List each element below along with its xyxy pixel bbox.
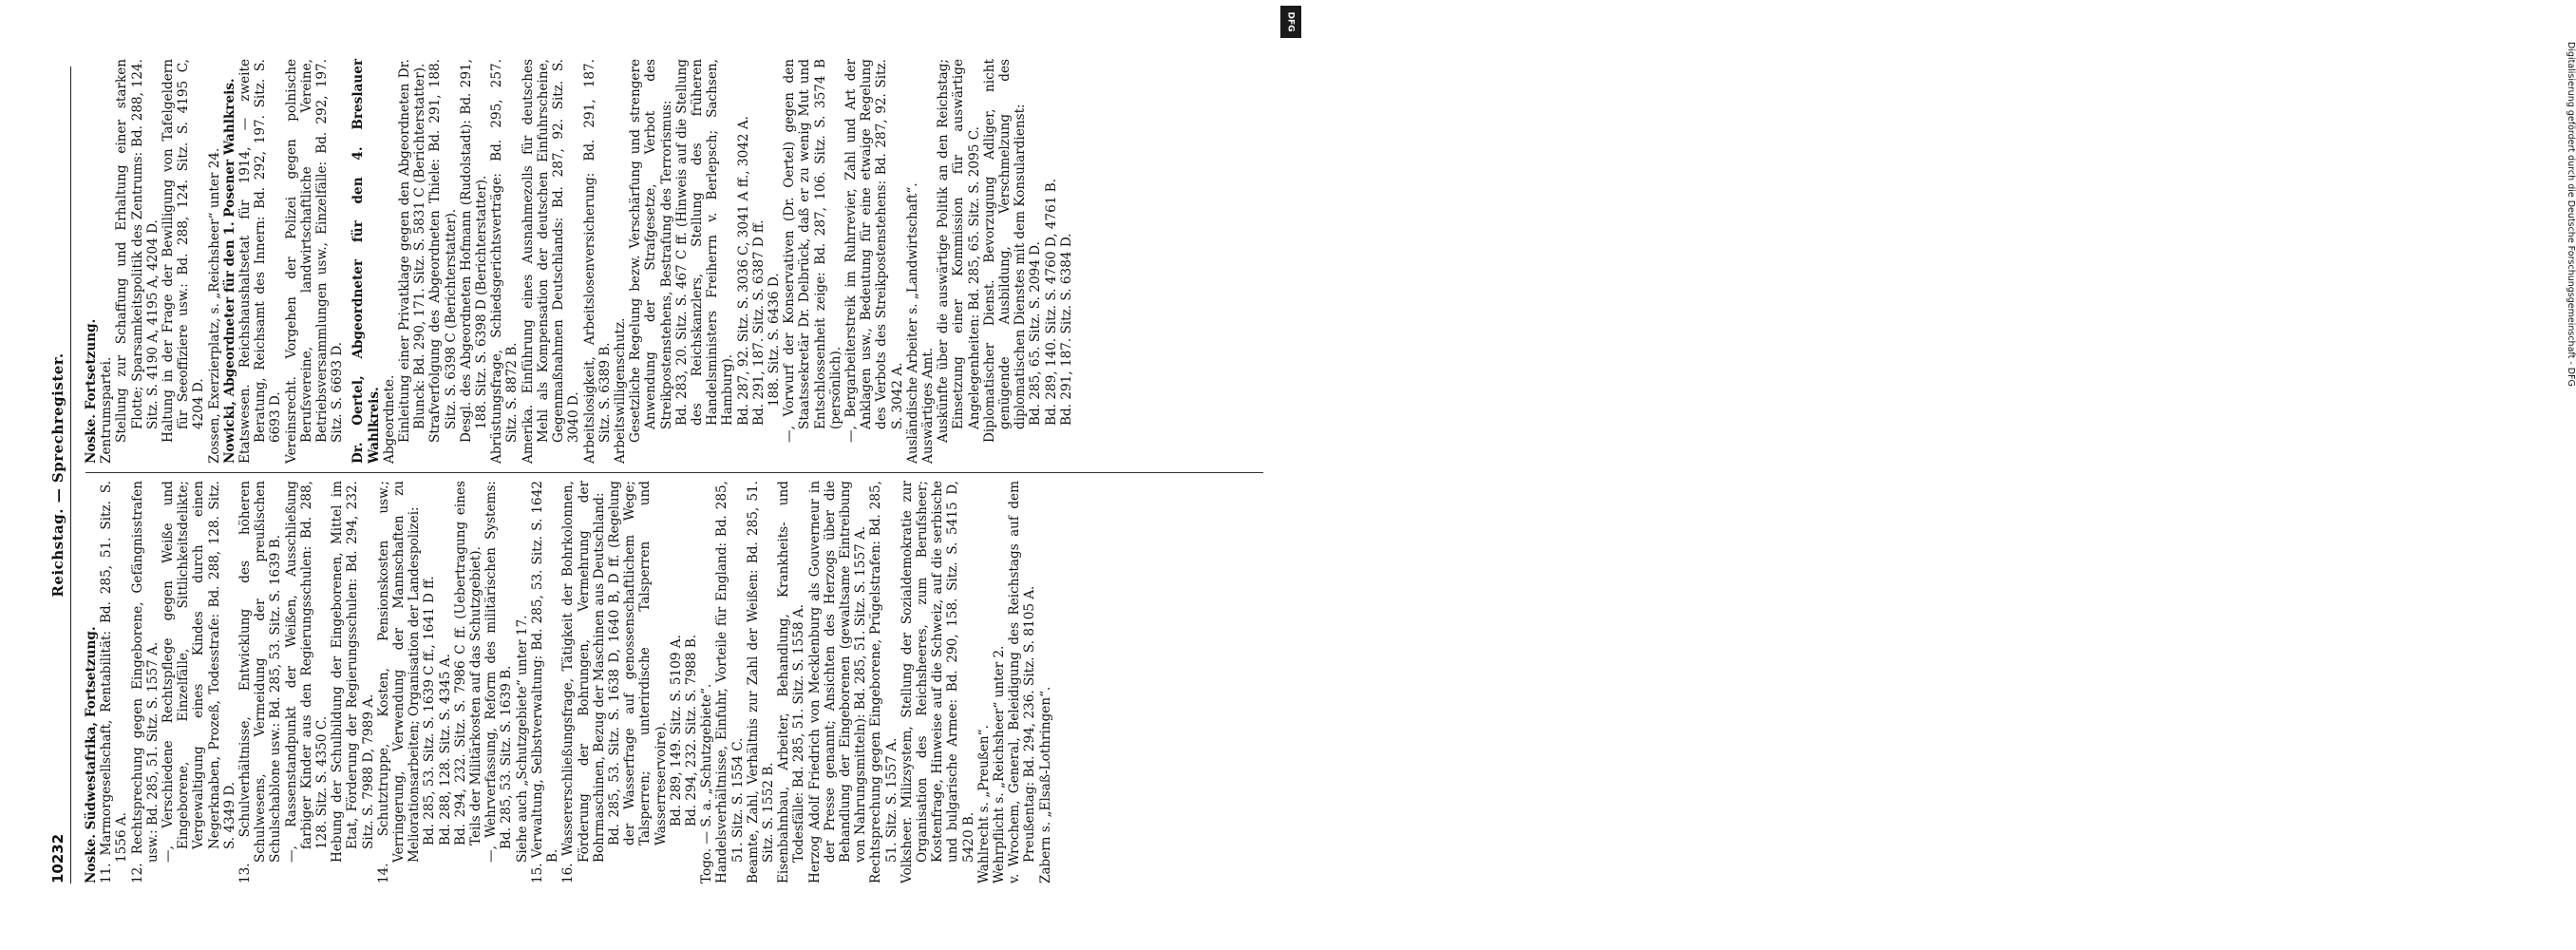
register-entry: 13. Schulverhältnisse, Entwicklung des höheren Schulwesens, Vermeidung der preußischen Schulschablone usw.: Bd. 285, 53. Sitz. S. 1639 B.: [237, 481, 284, 884]
register-entry: Bd. 289, 149. Sitz. S. 5109 A.: [668, 635, 684, 826]
register-entry: Noske. Fortsetzung.: [84, 318, 99, 464]
register-entry: Zossen, Exerzierplatz, s. „Reichsheer“ unter 24.: [206, 147, 222, 464]
register-entry: Wehrpflicht s. „Reichsheer“ unter 2.: [991, 645, 1007, 884]
register-entry: Gesetzliche Regelung bezw. Verschärfung und strengere Anwendung der Strafgesetze, Verbot des Streikpostenstehens, Bestrafung des Terrorismus:: [628, 59, 674, 443]
register-entry: 11. Marmorgesellschaft, Rentabilität: Bd. 285, 51. Sitz. S. 1556 A.: [99, 481, 130, 884]
register-entry: v. Wrochem, General, Beleidigung des Reichstags auf dem Preußentag: Bd. 294, 236. Sitz. S. 8105 A.: [1007, 481, 1038, 884]
running-title: Reichstag. — Sprechregister.: [49, 352, 66, 598]
register-entry: Bd. 288, 128. Sitz. S. 4345 A.: [437, 654, 453, 846]
register-entry: Handelsverhältnisse, Einfuhr, Vorteile für England: Bd. 285, 51. Sitz. S. 1554 C.: [714, 481, 746, 884]
register-entry: Beamte, Zahl, Verhältnis zur Zahl der Weißen: Bd. 285, 51. Sitz. S. 1552 B.: [745, 481, 776, 884]
register-entry: 12. Rechtsprechung gegen Eingeborene, Gefängnisstrafen usw.: Bd. 285, 51. Sitz. S. 1557 A.: [129, 481, 161, 884]
register-entry: 14. Schutztruppe, Kosten, Pensionskosten usw.; Verringerung, Verwendung der Mannschaften zu Meliorationsarbeiten; Organisation der Landespolizei:: [375, 481, 423, 884]
register-entry: Zabern s. „Elsaß-Lothringen“.: [1037, 686, 1053, 884]
page-number: 10232: [49, 833, 66, 884]
register-entry: Bd. 294, 232. Sitz. S. 7986 C ff. (Uebertragung eines Teils der Militärkosten auf das Schutzgebiet).: [452, 481, 484, 846]
digitization-credit: Digitalisierung gefördert durch die Deutsche Forschungsgemeinschaft - DFG: [2566, 42, 2576, 387]
register-entry: Etatswesen. Reichshaushaltsetat für 1914, — zweite Beratung, Reichsamt des Innern: Bd. 292, 197. Sitz. S. 6693 D.: [237, 59, 284, 464]
register-entry: Bd. 291, 187. Sitz. S. 6387 D ff.: [750, 219, 767, 426]
register-entry: Eisenbahnbau, Arbeiter, Behandlung, Krankheits- und Todesfälle: Bd. 285, 51. Sitz. S. 1558 A.: [776, 481, 807, 884]
register-entry: Strafverfolgung des Abgeordneten Thiele: Bd. 291, 188. Sitz. S. 6398 C (Berichterstatter).: [427, 59, 459, 443]
register-entry: Nowicki, Abgeordneter für den 1. Posener Wahlkreis.: [221, 78, 237, 464]
register-entry: Abrüstungsfrage, Schiedsgerichtsverträge: Bd. 295, 257. Sitz. S. 8872 B.: [489, 59, 521, 464]
register-entry: Ausländische Arbeiter s. „Landwirtschaft“.: [904, 182, 920, 464]
register-entry: Volksheer. Milizsystem, Stellung der Sozialdemokratie zur Organisation des Reichsheeres, zum Berufsheer; Kostenfrage, Hinweise auf die Schweiz, auf die serbische und bulgarische Armee: Bd. 290, 158. Sitz. S. 5415 D, 5420 B.: [899, 481, 976, 884]
register-entry: Bd. 283, 20. Sitz. S. 467 C ff. (Hinweis auf die Stellung des Reichskanzlers, Stellung des früheren Handelsministers Freiherrn v. Berlepsch; Sachsen, Hamburg).: [673, 59, 736, 426]
register-entry: Togo. — S. a. „Schutzgebiete“.: [699, 683, 715, 884]
register-entry: Dr. Oertel, Abgeordneter für den 4. Breslauer Wahlkreis.: [350, 59, 382, 464]
register-entry: 15. Verwaltung, Selbstverwaltung: Bd. 285, 53. Sitz. S. 1642 B.: [529, 481, 561, 884]
register-entry: Haltung in der Frage der Bewilligung von Tafelgeldern für Seeoffiziere usw.: Bd. 288, 124. Sitz. S. 4195 C, 4204 D.: [161, 59, 207, 443]
register-entry: Bd. 285, 53. Sitz. S. 1638 D, 1640 B, D ff. (Regelung der Wasserfrage auf genossenschaftlichem Wege; Talsperren; unterirdische Talsperren und Wasserreservoire).: [606, 481, 669, 846]
register-entry: —, Verschiedene Rechtspflege gegen Weiße und Eingeborene, Einzelfälle, Sittlichkeitsdelikte; Vergewaltigung eines Kindes durch einen Negerknaben, Prozeß, Todesstrafe: Bd. 288, 128. Sitz. S. 4349 D.: [161, 481, 237, 863]
column-divider: [85, 472, 1263, 473]
register-entry: Hebung der Schulbildung der Eingeborenen, Mittel im Etat, Förderung der Regierungsschulen: Bd. 294, 232. Sitz. S. 7988 D, 7989 A.: [330, 481, 376, 863]
register-entry: Bd. 294, 232. Sitz. S. 7988 B.: [683, 634, 699, 826]
register-entry: Bd. 285, 53. Sitz. S. 1639 C ff., 1641 D ff.: [422, 576, 438, 846]
register-entry: Bd. 285, 65. Sitz. S. 2094 D.: [1028, 241, 1044, 426]
register-entry: Noske. Südwestafrika, Fortsetzung.: [84, 626, 99, 884]
register-entry: Arbeitswilligenschutz.: [612, 317, 628, 464]
register-entry: Abgeordnete.: [381, 374, 397, 464]
register-entry: —, Wehrverfassung, Reform des militärischen Systems: Bd. 285, 53. Sitz. S. 1639 B.: [483, 481, 515, 863]
register-entry: Bd. 287, 92. Sitz. S. 3036 C, 3041 A ff., 3042 A.: [735, 116, 751, 426]
right-column: [84, 59, 1276, 464]
register-entry: 188. Sitz. S. 6436 D.: [766, 273, 782, 407]
register-entry: Vereinsrecht. Vorgehen der Polizei gegen polnische Berufsvereine, landwirtschaftliche Vereine, Betriebsversammlungen usw., Einzelfälle: Bd. 292, 197. Sitz. S. 6693 D.: [283, 59, 346, 464]
register-entry: Rechtsprechung gegen Eingeborene, Prügelstrafen: Bd. 285, 51. Sitz. S. 1557 A.: [868, 481, 900, 884]
register-entry: Stellung zur Schaffung und Erhaltung einer starken Flotte; Sparsamkeitspolitik des Zentrums: Bd. 288, 124. Sitz. S. 4190 A, 4195 A, 4204 D.: [114, 59, 161, 443]
register-entry: Desgl. des Abgeordneten Hofmann (Rudolstadt): Bd. 291, 188. Sitz. S. 6398 D (Berichterstatter).: [458, 59, 490, 443]
register-entry: —, Bergarbeiterstreik im Ruhrrevier, Zahl und Art der Anklagen usw., Bedeutung für eine etwaige Regelung des Verbots des Streikpostenstehens: Bd. 287, 92. Sitz. S. 3042 A.: [843, 59, 905, 443]
register-entry: Wahlrecht s. „Preußen“.: [975, 725, 992, 884]
register-entry: Herzog Adolf Friedrich von Mecklenburg als Gouverneur in der Presse genannt; Ansichten des Herzogs über die Behandlung der Eingeborenen (gewaltsame Eintreibung von Nahrungsmitteln): Bd. 285, 51. Sitz. S. 1557 A.: [806, 481, 869, 884]
register-entry: Bd. 291, 187. Sitz. S. 6384 D.: [1058, 233, 1074, 426]
register-entry: Auskünfte über die auswärtige Politik an den Reichstag; Einsetzung einer Kommission für auswärtige Angelegenheiten: Bd. 285, 65. Sitz. S. 2095 C.: [936, 59, 982, 443]
register-entry: Arbeitslosigkeit, Arbeitslosenversicherung: Bd. 291, 187. Sitz. S. 6389 B.: [581, 59, 613, 464]
left-column: [84, 481, 1276, 884]
page-header: [49, 66, 71, 884]
register-entry: Diplomatischer Dienst. Bevorzugung Adliger, nicht genügende Ausbildung, Verschmelzung des diplomatischen Dienstes mit dem Konsulardienst:: [981, 59, 1029, 443]
register-entry: —, Rassenstandpunkt der Weißen, Ausschließung farbiger Kinder aus den Regierungsschulen: Bd. 288, 128. Sitz. S. 4350 C.: [283, 481, 331, 863]
register-entry: Amerika. Einführung eines Ausnahmezolls für deutsches Mehl als Kompensation der deutschen Einfuhrscheine, Gegenmaßnahmen Deutschlands: Bd. 287, 92. Sitz. S. 3040 D.: [520, 59, 582, 464]
register-entry: —, Vorwurf der Konservativen (Dr. Oertel) gegen den Staatssekretär Dr. Delbrück, daß er zu wenig Mut und Entschlossenheit zeige: Bd. 287, 106. Sitz. S. 3574 B (persönlich).: [782, 59, 843, 443]
footer: [1282, 0, 2576, 950]
register-entry: Zentrumspartei.: [99, 356, 115, 464]
register-entry: 16. Wassererschließungsfrage, Tätigkeit der Bohrkolonnen, Förderung der Bohrungen, Vermehrung der Bohrmaschinen, Bezug der Maschinen aus Deutschland:: [560, 481, 607, 884]
register-entry: Bd. 289, 140. Sitz. S. 4760 D, 4761 B.: [1043, 178, 1059, 426]
dfg-logo: DFG: [1280, 6, 1301, 38]
register-entry: Siehe auch „Schutzgebiete“ unter 17.: [514, 615, 530, 863]
register-entry: Auswärtiges Amt.: [919, 347, 936, 464]
register-entry: Einleitung einer Privatklage gegen den Abgeordneten Dr. Blunck: Bd. 290, 171. Sitz. S. 5831 C (Berichterstatter).: [397, 59, 428, 443]
